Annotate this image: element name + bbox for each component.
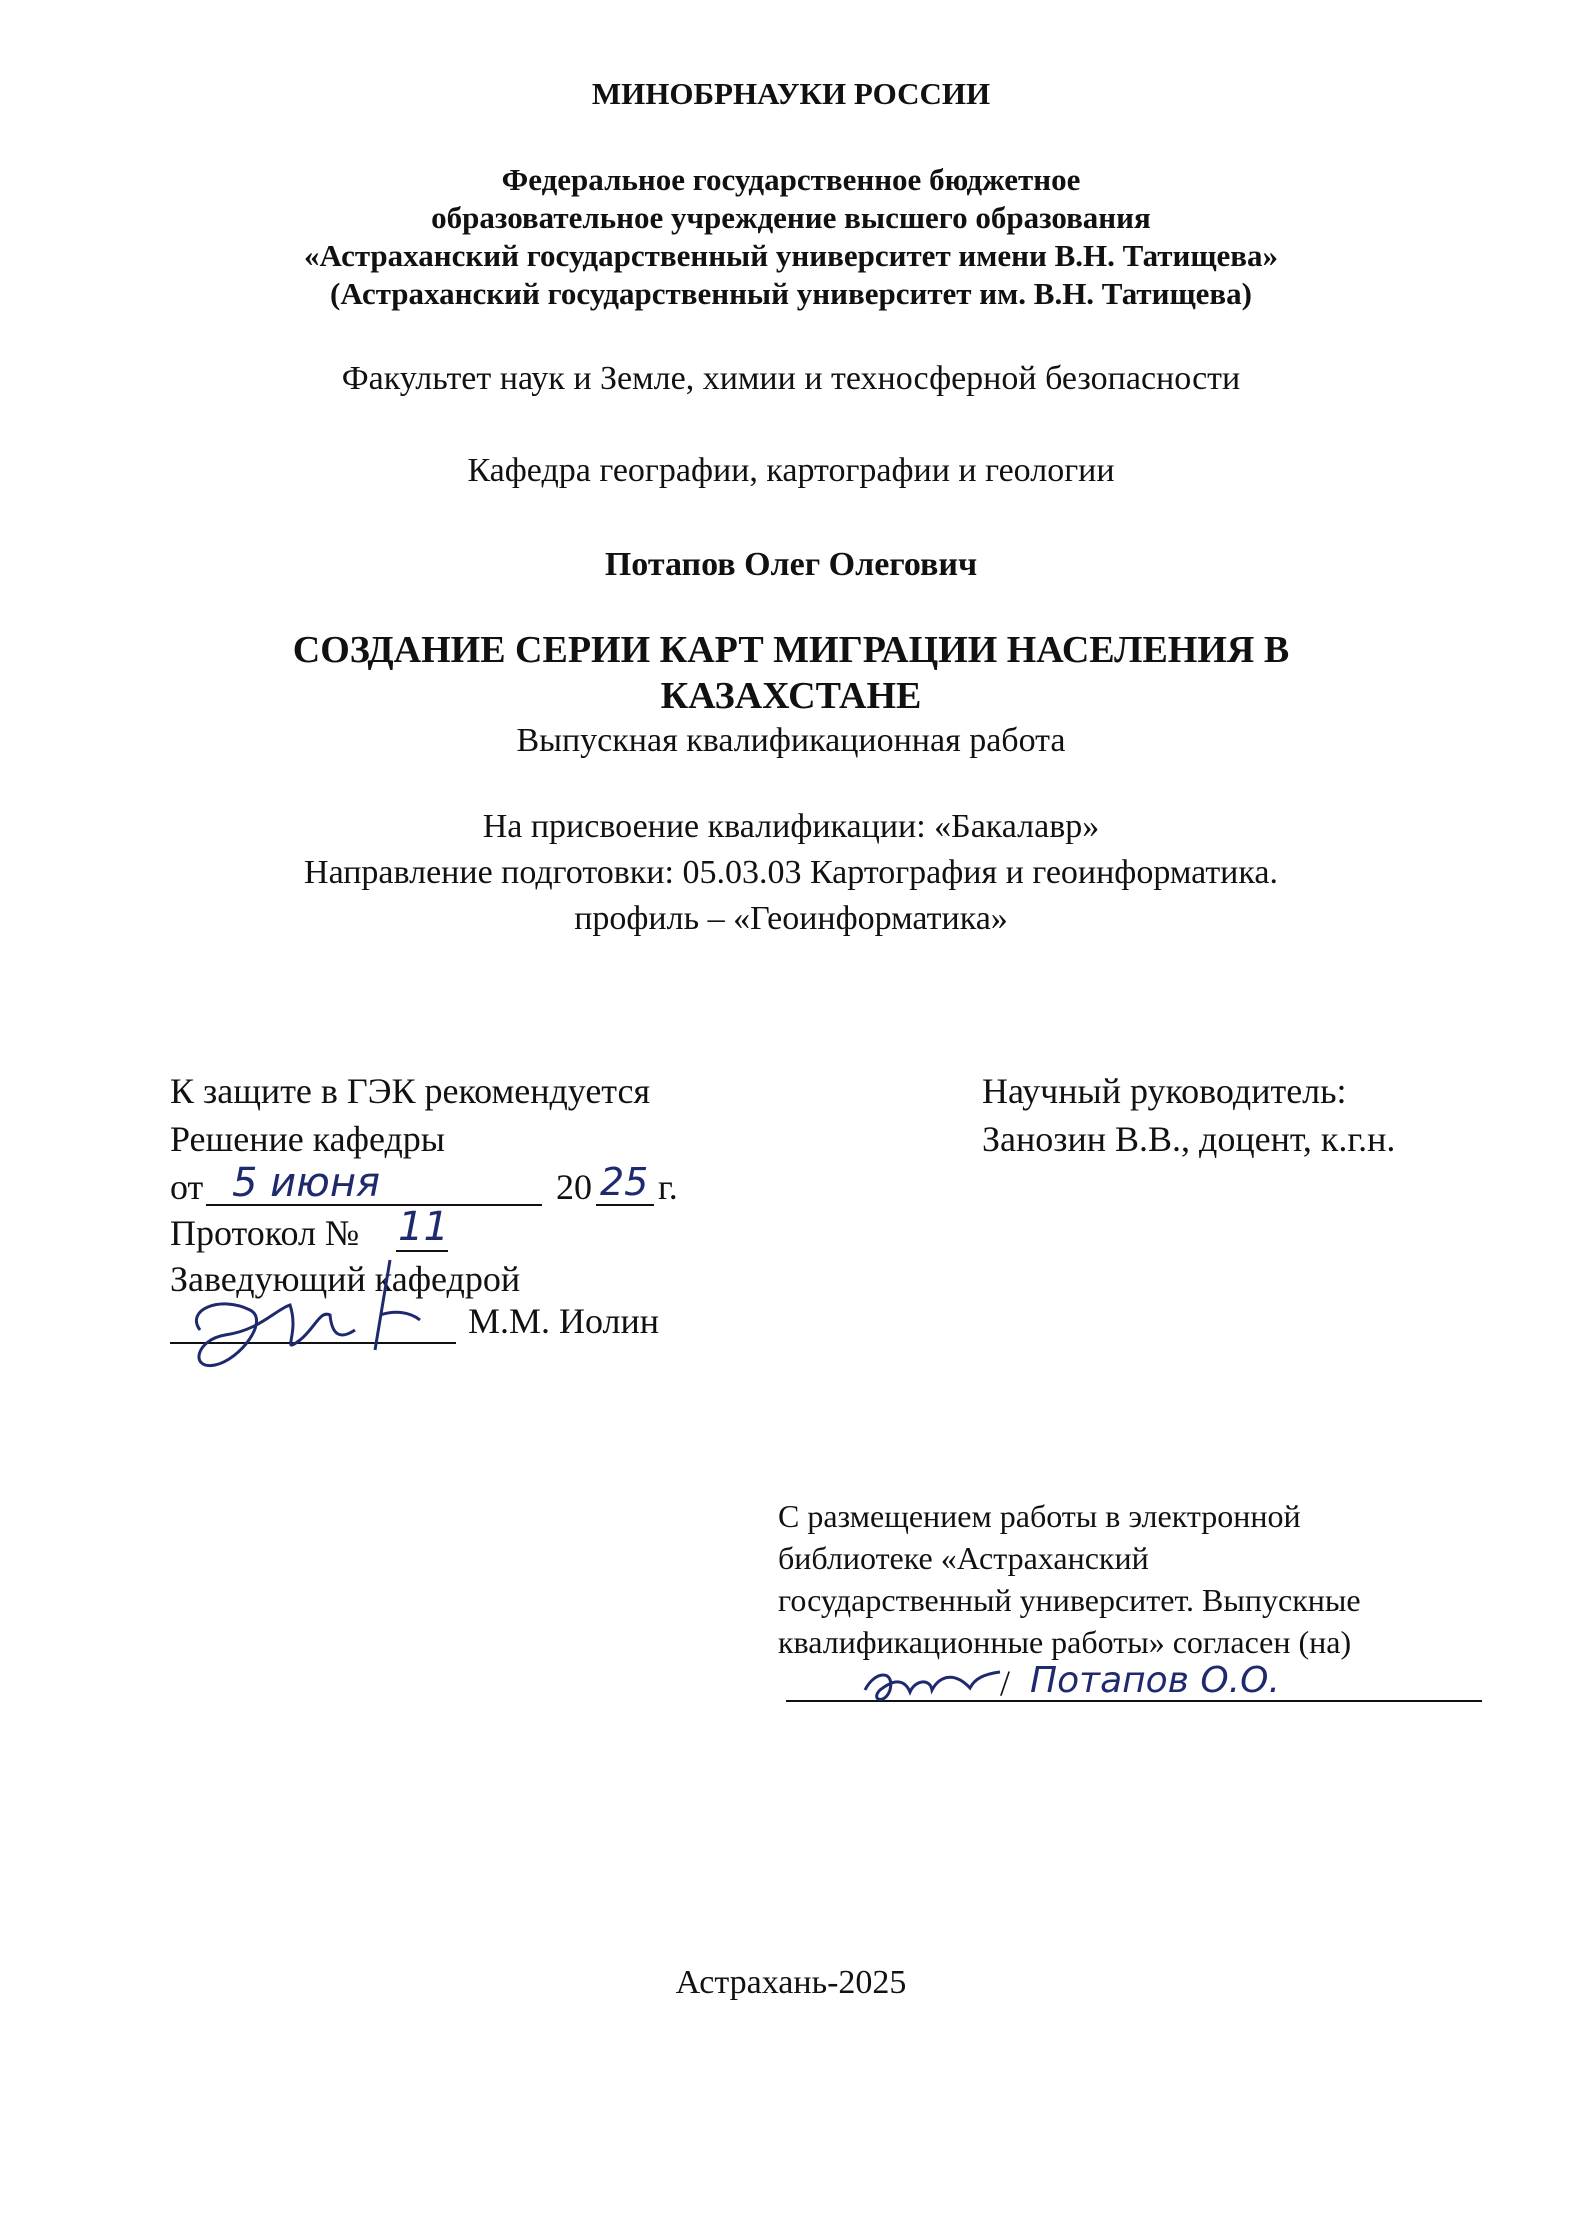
- org-line-2: образовательное учреждение высшего образования: [431, 200, 1151, 235]
- supervisor-label: Научный руководитель:: [982, 1071, 1347, 1111]
- author-name: Потапов Олег Олегович: [604, 546, 978, 583]
- work-title-line-2: КАЗАХСТАНЕ: [660, 675, 922, 717]
- handwritten-date: 5 июня: [232, 1160, 381, 1206]
- handwritten-year: 25: [600, 1160, 649, 1204]
- city-year: Астрахань-2025: [675, 1964, 907, 2001]
- faculty-name: Факультет наук и Земле, химии и техносферной безопасности: [341, 360, 1241, 397]
- student-signature: [860, 1660, 1010, 1710]
- year-prefix: 20: [556, 1167, 592, 1207]
- consent-line-2: библиотеке «Астраханский: [778, 1540, 1149, 1576]
- protocol-label: Протокол №: [170, 1213, 360, 1253]
- year-underline: [596, 1204, 654, 1206]
- department-name: Кафедра географии, картографии и геологии: [467, 452, 1115, 489]
- department-decision-label: Решение кафедры: [170, 1119, 445, 1159]
- head-name: М.М. Иолин: [468, 1301, 660, 1341]
- study-direction: Направление подготовки: 05.03.03 Картография и геоинформатика.: [304, 854, 1278, 891]
- handwritten-protocol-number: 11: [398, 1204, 449, 1250]
- consent-line-1: С размещением работы в электронной: [778, 1498, 1301, 1534]
- consent-line-3: государственный университет. Выпускные: [778, 1582, 1361, 1618]
- head-signature: [180, 1240, 460, 1380]
- study-profile: профиль – «Геоинформатика»: [574, 900, 1008, 937]
- work-title-line-1: СОЗДАНИЕ СЕРИИ КАРТ МИГРАЦИИ НАСЕЛЕНИЯ В: [292, 629, 1290, 671]
- handwritten-student-name: Потапов О.О.: [1030, 1660, 1280, 1701]
- date-prefix: от: [170, 1167, 204, 1207]
- qualification: На присвоение квалификации: «Бакалавр»: [482, 808, 1100, 845]
- consent-line-4: квалификационные работы» согласен (на): [778, 1624, 1352, 1660]
- recommendation-text: К защите в ГЭК рекомендуется: [170, 1071, 651, 1111]
- org-line-1: Федеральное государственное бюджетное: [501, 162, 1081, 197]
- consent-slash: /: [1000, 1663, 1011, 1703]
- supervisor-name: Занозин В.В., доцент, к.г.н.: [982, 1119, 1396, 1159]
- org-line-3: «Астраханский государственный университет имени В.Н. Татищева»: [303, 238, 1279, 273]
- work-type: Выпускная квалификационная работа: [516, 722, 1066, 759]
- head-of-department-label: Заведующий кафедрой: [170, 1259, 521, 1299]
- org-line-4: (Астраханский государственный университет им. В.Н. Татищева): [330, 276, 1252, 311]
- ministry-heading: МИНОБРНАУКИ РОССИИ: [591, 76, 991, 111]
- year-suffix: г.: [658, 1167, 678, 1207]
